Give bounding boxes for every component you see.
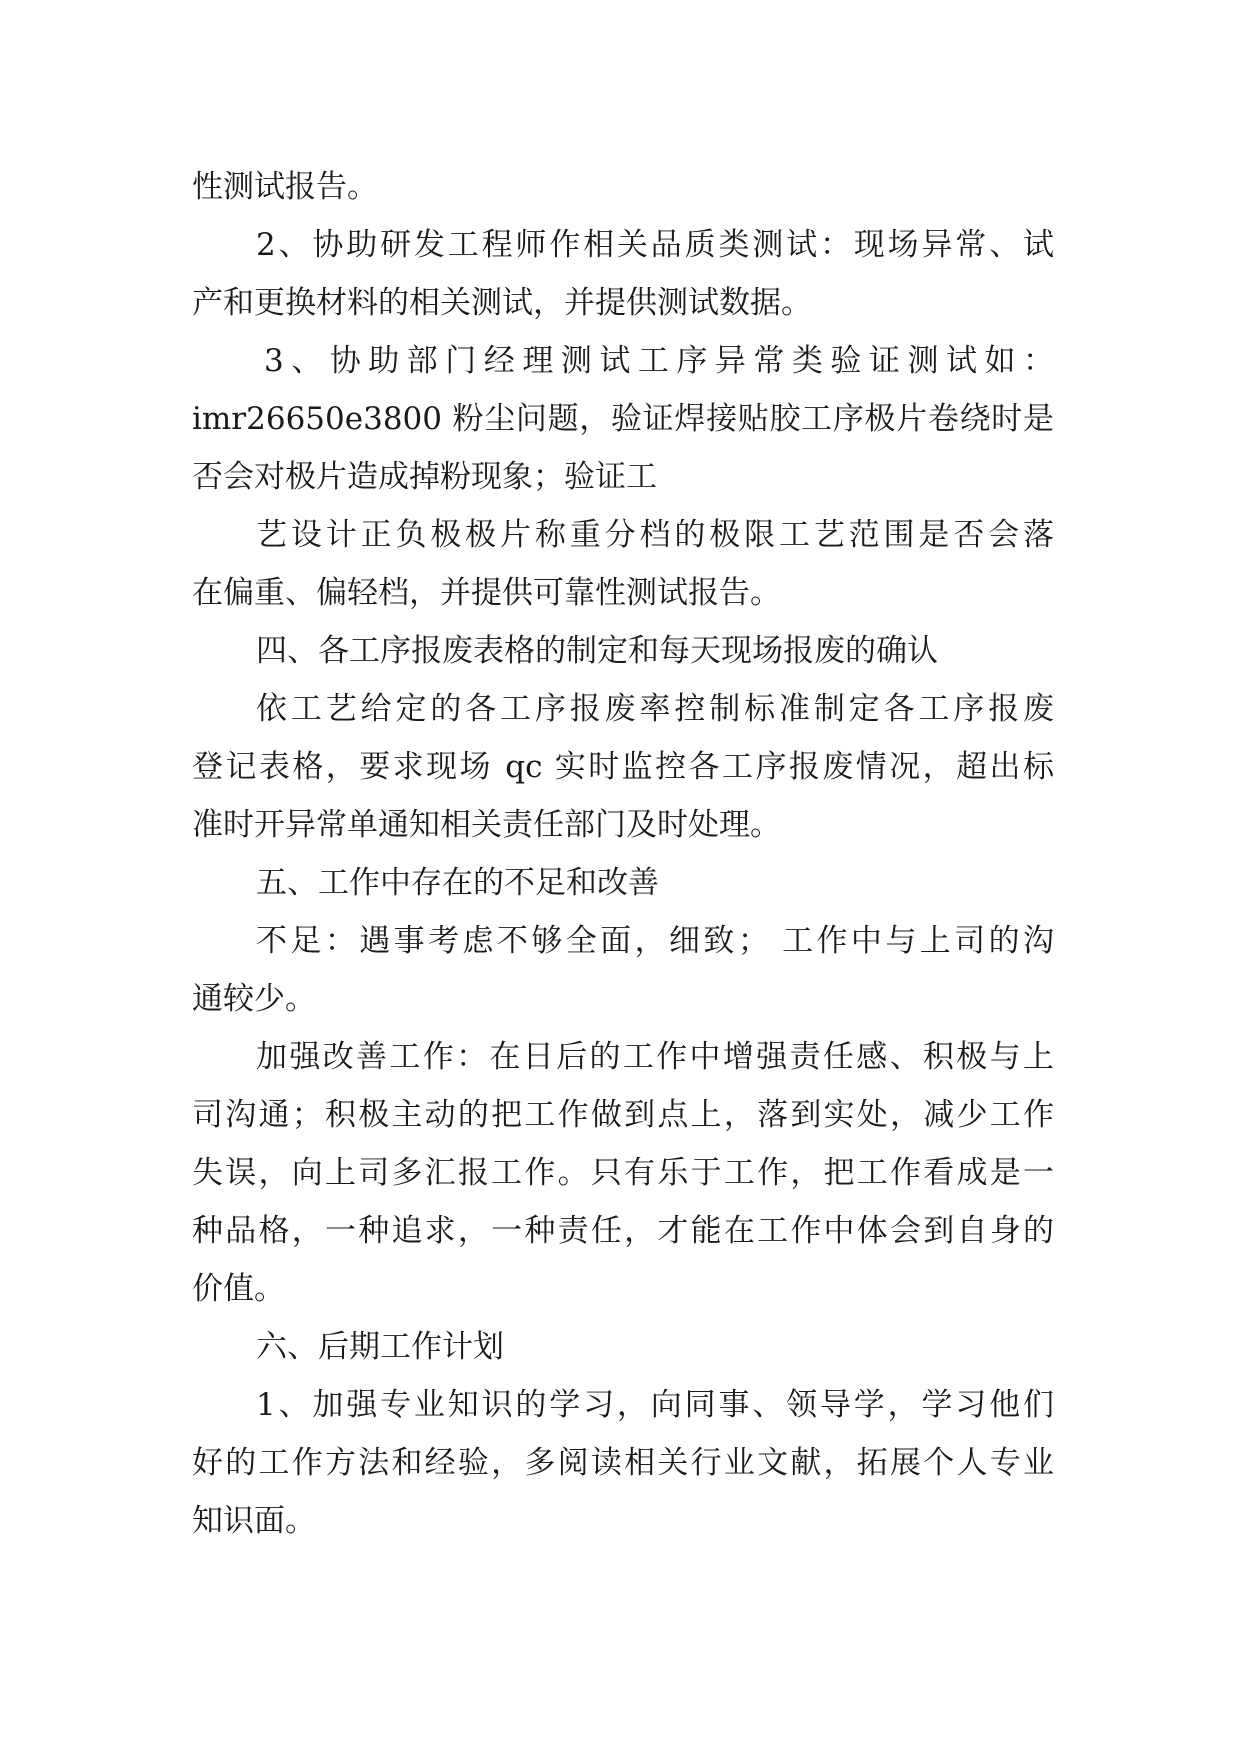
text-line: 艺设计正负极极片称重分档的极限工艺范围是否会落 bbox=[256, 517, 1054, 553]
text-line: 加强改善工作：在日后的工作中增强责任感、积极与上 bbox=[256, 1039, 1054, 1075]
text-line: imr26650e3800 粉尘问题，验证焊接贴胶工序极片卷绕时是 bbox=[192, 401, 1054, 437]
text-line: 失误，向上司多汇报工作。只有乐于工作，把工作看成是一 bbox=[192, 1155, 1054, 1191]
text-line: 产和更换材料的相关测试，并提供测试数据。 bbox=[192, 285, 812, 321]
text-line: 否会对极片造成掉粉现象；验证工 bbox=[192, 459, 657, 495]
text-line: 在偏重、偏轻档，并提供可靠性测试报告。 bbox=[192, 575, 781, 611]
text-line: 依工艺给定的各工序报废率控制标准制定各工序报废 bbox=[256, 691, 1054, 727]
section-heading: 四、各工序报废表格的制定和每天现场报废的确认 bbox=[256, 633, 938, 669]
text-line: 不足：遇事考虑不够全面，细致； 工作中与上司的沟 bbox=[256, 923, 1054, 959]
text-line: 通较少。 bbox=[192, 981, 316, 1017]
section-heading: 六、后期工作计划 bbox=[256, 1329, 504, 1365]
text-line: 司沟通；积极主动的把工作做到点上，落到实处，减少工作 bbox=[192, 1097, 1054, 1133]
text-line: 知识面。 bbox=[192, 1503, 316, 1539]
text-line: 种品格，一种追求，一种责任，才能在工作中体会到自身的 bbox=[192, 1213, 1054, 1249]
text-line: 2、协助研发工程师作相关品质类测试：现场异常、试 bbox=[256, 227, 1054, 263]
text-line: 准时开异常单通知相关责任部门及时处理。 bbox=[192, 807, 781, 843]
text-line: 价值。 bbox=[192, 1271, 285, 1307]
text-line: 性测试报告。 bbox=[192, 169, 378, 205]
document-body bbox=[192, 158, 1054, 1550]
text-line: 3、协助部门经理测试工序异常类验证测试如： bbox=[264, 343, 1054, 379]
text-line: 登记表格，要求现场 qc 实时监控各工序报废情况，超出标 bbox=[192, 749, 1054, 785]
text-line: 1、加强专业知识的学习，向同事、领导学，学习他们 bbox=[256, 1387, 1054, 1423]
text-line: 好的工作方法和经验，多阅读相关行业文献，拓展个人专业 bbox=[192, 1445, 1054, 1481]
section-heading: 五、工作中存在的不足和改善 bbox=[256, 865, 659, 901]
